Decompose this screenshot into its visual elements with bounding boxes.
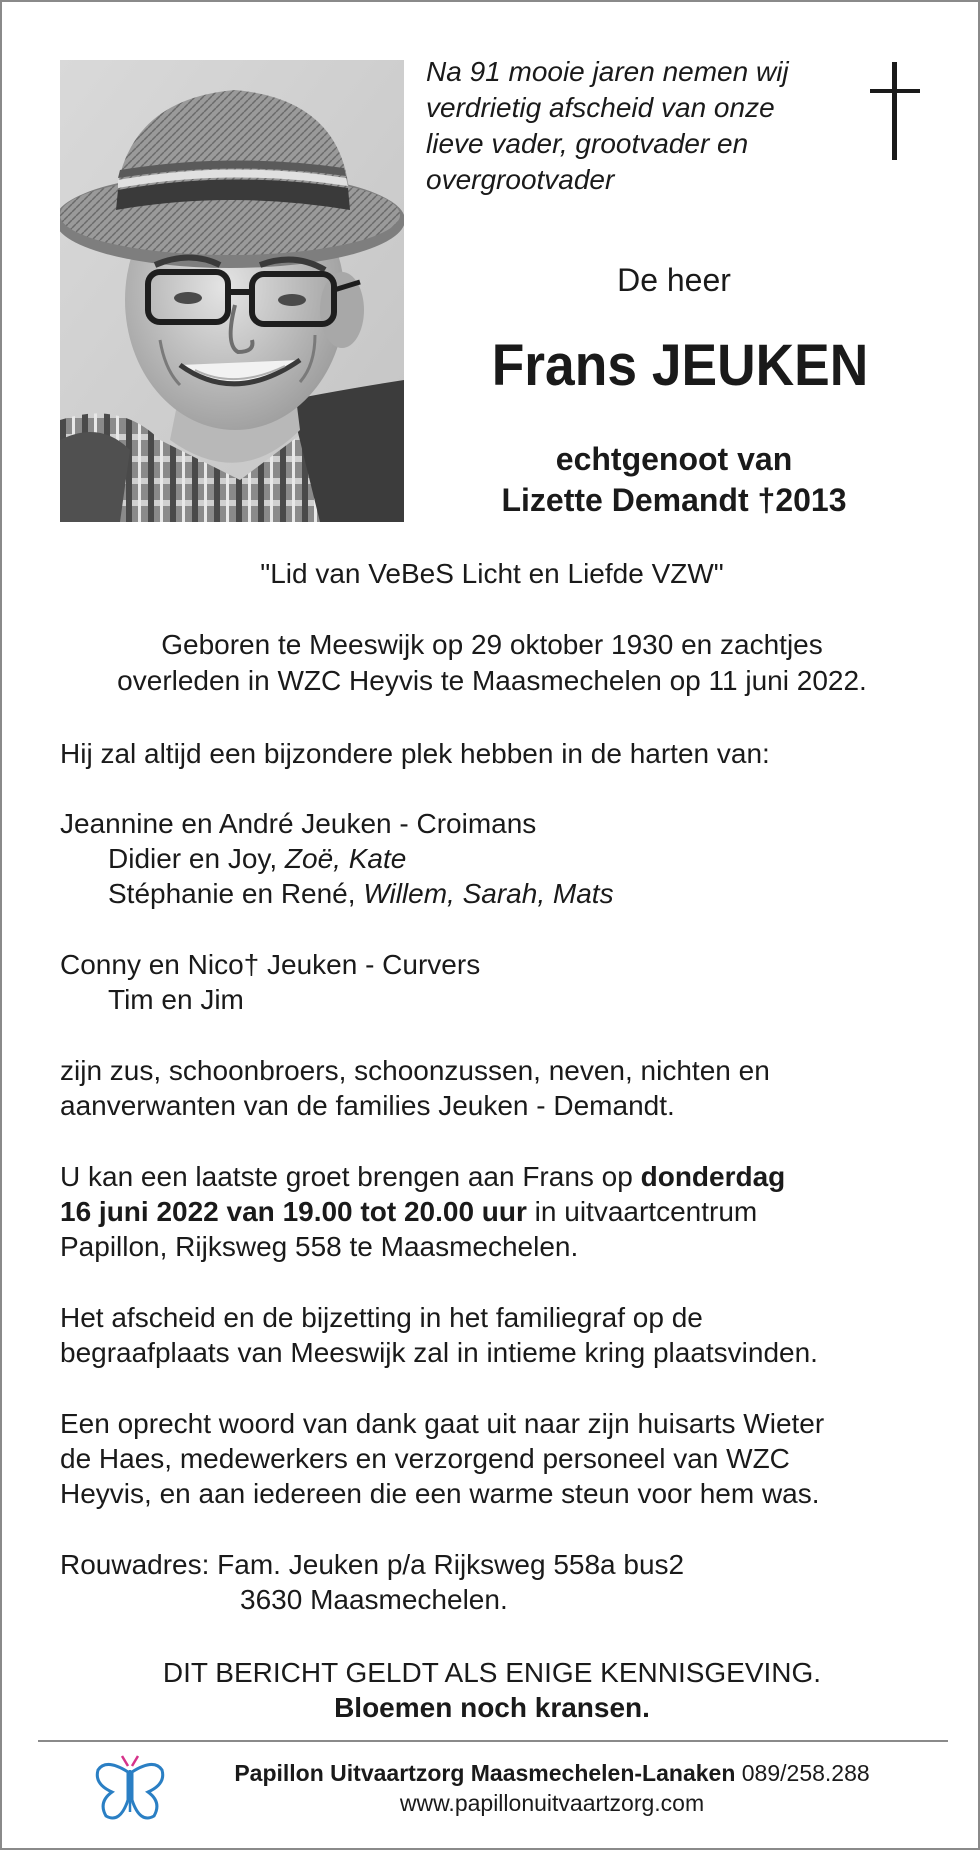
intro-text (426, 54, 846, 198)
family-others: aanverwanten van de families Jeuken - Demandt. (60, 1090, 675, 1121)
butterfly-logo-icon (92, 1754, 168, 1826)
birth-line: Geboren te Meeswijk op 29 oktober 1930 en zachtjes (161, 629, 823, 660)
family-others: zijn zus, schoonbroers, schoonzussen, neven, nichten en (60, 1055, 770, 1086)
family-child-2 (108, 876, 614, 912)
spouse-name: Lizette Demandt †2013 (501, 482, 847, 518)
visit-text: in uitvaartcentrum (526, 1196, 758, 1227)
intro-line: overgrootvader (426, 164, 615, 195)
family-child-names: Didier en Joy, (108, 843, 285, 874)
spouse-label: echtgenoot van (555, 441, 793, 477)
funeral-company (182, 1758, 922, 1788)
visit-info (60, 1159, 785, 1195)
visit-info (60, 1194, 757, 1230)
visit-text: U kan een laatste groet brengen aan Frans op (60, 1161, 641, 1192)
portrait-photo (60, 60, 404, 522)
birth-death-info (60, 627, 924, 699)
cross-icon (860, 62, 932, 164)
thanks-text: Een oprecht woord van dank gaat uit naar zijn huisarts Wieter (60, 1408, 825, 1439)
hearts-intro: Hij zal altijd een bijzondere plek hebben in de harten van: (60, 738, 770, 769)
company-phone[interactable]: 089/258.288 (735, 1760, 870, 1786)
family-child-1 (108, 841, 406, 877)
company-website[interactable]: www.papillonuitvaartzorg.com (399, 1790, 705, 1816)
membership-quote: "Lid van VeBeS Licht en Liefde VZW" (260, 558, 724, 589)
farewell-text: begraafplaats van Meeswijk zal in intieme kring plaatsvinden. (60, 1337, 818, 1368)
family-grandchildren: Willem, Sarah, Mats (363, 878, 614, 909)
mourning-address-city: 3630 Maasmechelen. (240, 1584, 508, 1615)
deceased-name: Frans JEUKEN (491, 333, 869, 398)
family-child-3: Tim en Jim (108, 984, 244, 1015)
thanks-text: de Haes, medewerkers en verzorgend personeel van WZC (60, 1443, 790, 1474)
visit-location: Papillon, Rijksweg 558 te Maasmechelen. (60, 1231, 579, 1262)
no-flowers-text: Bloemen noch kransen. (334, 1692, 650, 1723)
thanks-text: Heyvis, en aan iedereen die een warme steun voor hem was. (60, 1478, 820, 1509)
family-child-names: Stéphanie en René, (108, 878, 364, 909)
salutation: De heer (617, 262, 731, 298)
notice-text: DIT BERICHT GELDT ALS ENIGE KENNISGEVING. (162, 1657, 822, 1688)
footer-divider (38, 1740, 948, 1742)
family-parents-2: Conny en Nico† Jeuken - Curvers (60, 949, 481, 980)
family-grandchildren: Zoë, Kate (284, 843, 407, 874)
company-name: Papillon Uitvaartzorg Maasmechelen-Lanaken (234, 1760, 736, 1786)
intro-line: lieve vader, grootvader en (426, 128, 749, 159)
farewell-text: Het afscheid en de bijzetting in het familiegraf op de (60, 1302, 703, 1333)
intro-line: verdrietig afscheid van onze (426, 92, 775, 123)
visit-datetime: 16 juni 2022 van 19.00 tot 20.00 uur (60, 1196, 527, 1227)
visit-day: donderdag (640, 1161, 786, 1192)
mourning-address: Rouwadres: Fam. Jeuken p/a Rijksweg 558a bus2 (60, 1549, 685, 1580)
family-parents-1: Jeannine en André Jeuken - Croimans (60, 808, 537, 839)
intro-line: Na 91 mooie jaren nemen wij (426, 56, 789, 87)
death-line: overleden in WZC Heyvis te Maasmechelen op 11 juni 2022. (117, 665, 867, 696)
